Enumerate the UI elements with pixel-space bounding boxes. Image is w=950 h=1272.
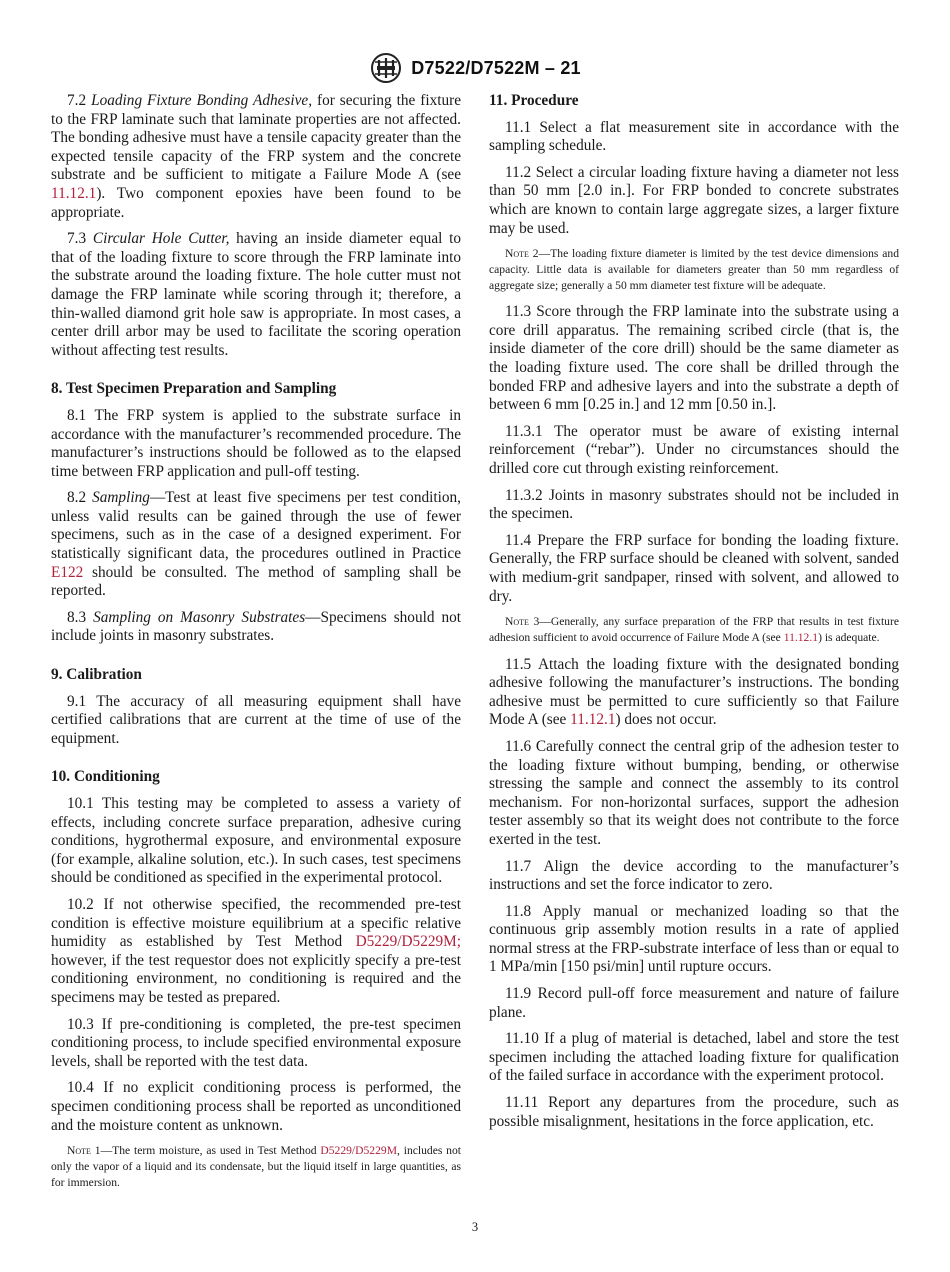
ref-link[interactable]: D5229/D5229M [320,1144,398,1158]
note-3: Note 3—Generally, any surface preparation of the FRP that results in test fixture adhesion sufficient to avoid occurrence of Failure Mode A (see 11.12.1) is adequate. [489,615,899,644]
section-9-1: 9.1 The accuracy of all measuring equipment shall have certified calibrations that are current at the time of use of the equipment. [51,692,461,747]
section-11-3-2: 11.3.2 Joints in masonry substrates should not be included in the specimen. [489,486,899,523]
section-11-10: 11.10 If a plug of material is detached, label and store the test specimen including the attached loading fixture for qualification of the failed surface in accordance with the experiment protocol. [489,1030,899,1085]
page-header [0,52,950,84]
ref-link[interactable]: 11.12.1 [783,630,819,644]
ref-link[interactable]: 11.12.1 [570,711,616,729]
section-8-2: 8.2 Sampling—Test at least five specimens per test condition, unless valid results can be gained through the use of fewer specimens, such as in the case of a designed experiment. For statistically significant data, the procedures outlined in Practice E122 should be consulted. The method of sampling shall be reported. [51,489,461,600]
astm-logo-icon [369,52,403,84]
section-7-2: 7.2 Loading Fixture Bonding Adhesive, for securing the fixture to the FRP laminate such that laminate properties are not affected. The bonding adhesive must have a tensile capacity greater than the expected tensile capacity of the FRP system and the concrete substrate and be sufficient to mitigate a Failure Mode A (see 11.12.1). Two component epoxies have been found to be appropriate. [51,92,461,221]
left-column [51,92,461,1200]
section-10-2: 10.2 If not otherwise specified, the recommended pre-test condition is effective moisture equilibrium at a specific relative humidity as established by Test Method D5229/D5229M; however, if the test requestor does not explicitly specify a pre-test conditioning environment, no conditioning is required and the specimens may be tested as prepared. [51,895,461,1006]
section-11-3: 11.3 Score through the FRP laminate into the substrate using a core drill apparatus. The remaining scribed circle (that is, the inside diameter of the core drill) should be the same diameter as the loading fixture used. The core shall be drilled through the bonded FRP and adhesive layers and into the substrate a depth of between 6 mm [0.25 in.] and 12 mm [0.50 in.]. [489,303,899,414]
note-2: Note 2—The loading fixture diameter is limited by the test device dimensions and capacity. Little data is available for diameters greater than 50 mm regardless of aggregate size; generally a 50 mm diameter test fixture will be adequate. [489,247,900,292]
section-8-3: 8.3 Sampling on Masonry Substrates—Specimens should not include joints in masonry substrates. [51,608,461,645]
section-10-4: 10.4 If no explicit conditioning process is performed, the specimen conditioning process shall be reported as unconditioned and the moisture content as unknown. [51,1079,461,1134]
section-11-3-1: 11.3.1 The operator must be aware of existing internal reinforcement (“rebar”). Under no circumstances should the drilled core cut through existing reinforcement. [489,422,899,478]
section-11-2: 11.2 Select a circular loading fixture having a diameter not less than 50 mm [2.0 in.]. For FRP bonded to concrete substrates which are known to contain large aggregate sizes, a larger fixture may be used. [489,163,899,237]
section-11-4: 11.4 Prepare the FRP surface for bonding the loading fixture. Generally, the FRP surface should be cleaned with solvent, sanded with medium-grit sandpaper, rinsed with solvent, and allowed to dry. [489,531,899,605]
section-10-3: 10.3 If pre-conditioning is completed, the pre-test specimen conditioning process, to include specified environmental exposure levels, shall be reported with the test data. [51,1015,461,1070]
note-1: Note 1—The term moisture, as used in Test Method D5229/D5229M, includes not only the vapor of a liquid and its condensate, but the liquid itself in large quantities, as for immersion. [51,1144,461,1189]
document-id: D7522/D7522M – 21 [411,57,581,78]
section-11-7: 11.7 Align the device according to the manufacturer’s instructions and set the force indicator to zero. [489,857,899,894]
heading-section-11: 11. Procedure [489,92,579,109]
section-11-11: 11.11 Report any departures from the procedure, such as possible misalignment, hesitations in the force application, etc. [489,1094,899,1130]
section-11-6: 11.6 Carefully connect the central grip of the adhesion tester to the loading fixture without bumping, bending, or otherwise stressing the sample and connect the assembly to its control mechanism. For non-horizontal surfaces, support the adhesion tester assembly so that its weight does not contribute to the force exerted in the test. [489,737,899,848]
section-11-5: 11.5 Attach the loading fixture with the designated bonding adhesive following the manufacturer’s instructions. The bonding adhesive must be permitted to cure sufficiently so that Failure Mode A (see 11.12.1) does not occur. [489,655,899,729]
section-11-1: 11.1 Select a flat measurement site in accordance with the sampling schedule. [489,118,899,155]
page-number: 3 [471,1220,479,1234]
heading-section-10: 10. Conditioning [51,768,160,786]
section-11-9: 11.9 Record pull-off force measurement and nature of failure plane. [489,985,899,1021]
ref-link[interactable]: 11.12.1 [51,184,97,202]
right-column [489,92,899,1139]
section-8-1: 8.1 The FRP system is applied to the substrate surface in accordance with the manufacturer’s recommended procedure. The manufacturer’s instructions should be followed as to the elapsed time between FRP application and pull-off testing. [51,406,461,480]
section-10-1: 10.1 This testing may be completed to assess a variety of effects, including concrete surface preparation, adhesive curing conditions, hygrothermal exposure, and environmental exposure (for example, alkaline solution, etc.). In such cases, test specimens should be conditioned as specified in the experimental protocol. [51,795,461,887]
section-11-8: 11.8 Apply manual or mechanized loading so that the continuous grip assembly motion results in a rate of applied normal stress at the FRP-substrate interface of less than or equal to 1 MPa/min [150 psi/min] until rupture occurs. [489,902,899,976]
heading-section-8: 8. Test Specimen Preparation and Sampling [51,380,337,398]
section-7-3: 7.3 Circular Hole Cutter, having an inside diameter equal to that of the loading fixture to score through the FRP laminate into the substrate around the loading fixture. The hole cutter must not damage the FRP laminate while scoring through it; therefore, a thin-walled diamond grit hole saw is appropriate. In most cases, a center drill arbor may be used to facilitate the scoring operation without affecting test results. [51,230,462,359]
heading-section-9: 9. Calibration [51,666,142,684]
ref-link[interactable]: E122 [51,563,84,581]
ref-link[interactable]: D5229/D5229M; [355,933,461,951]
